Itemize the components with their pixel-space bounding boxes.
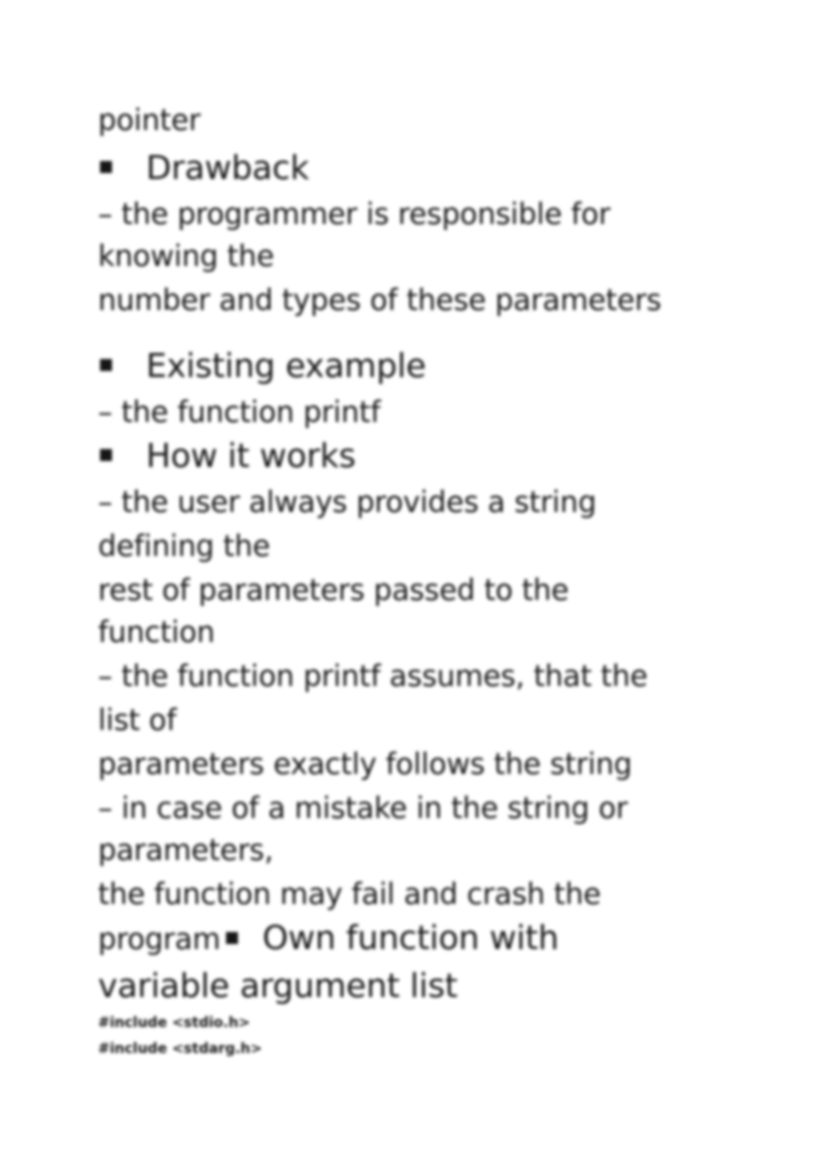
square-bullet-icon bbox=[100, 161, 112, 173]
square-bullet-icon bbox=[226, 932, 238, 944]
text-line: – the function printf bbox=[98, 395, 381, 429]
text-line: pointer bbox=[98, 103, 201, 137]
square-bullet-icon bbox=[100, 359, 112, 371]
code-line: #include <stdarg.h> bbox=[98, 1041, 263, 1057]
text-line: rest of parameters passed to the bbox=[98, 573, 569, 607]
text-line-with-inline-heading bbox=[98, 918, 559, 958]
text-line: list of bbox=[98, 703, 177, 737]
text-line: the function may fail and crash the bbox=[98, 877, 601, 911]
text-line: function bbox=[98, 615, 215, 649]
bullet-heading-drawback bbox=[98, 148, 309, 188]
heading-continuation: variable argument list bbox=[98, 966, 458, 1005]
heading-label: How it works bbox=[146, 436, 356, 475]
text-line: parameters, bbox=[98, 833, 274, 867]
text-line: knowing the bbox=[98, 239, 275, 273]
heading-label: Own function with bbox=[262, 918, 559, 957]
heading-label: Existing example bbox=[146, 346, 427, 385]
bullet-heading-how-it-works bbox=[98, 436, 356, 476]
bullet-heading-existing-example bbox=[98, 346, 426, 386]
heading-label: Drawback bbox=[146, 148, 310, 187]
code-line: #include <stdio.h> bbox=[98, 1015, 251, 1031]
text-line: – the function printf assumes, that the bbox=[98, 659, 648, 693]
text-line: – the programmer is responsible for bbox=[98, 197, 611, 231]
text-line: – the user always provides a string bbox=[98, 485, 597, 519]
text-line: – in case of a mistake in the string or bbox=[98, 791, 628, 825]
square-bullet-icon bbox=[100, 449, 112, 461]
text-fragment: program bbox=[98, 922, 221, 956]
text-line: number and types of these parameters bbox=[98, 283, 662, 317]
text-line: parameters exactly follows the string bbox=[98, 747, 632, 781]
text-line: defining the bbox=[98, 529, 271, 563]
